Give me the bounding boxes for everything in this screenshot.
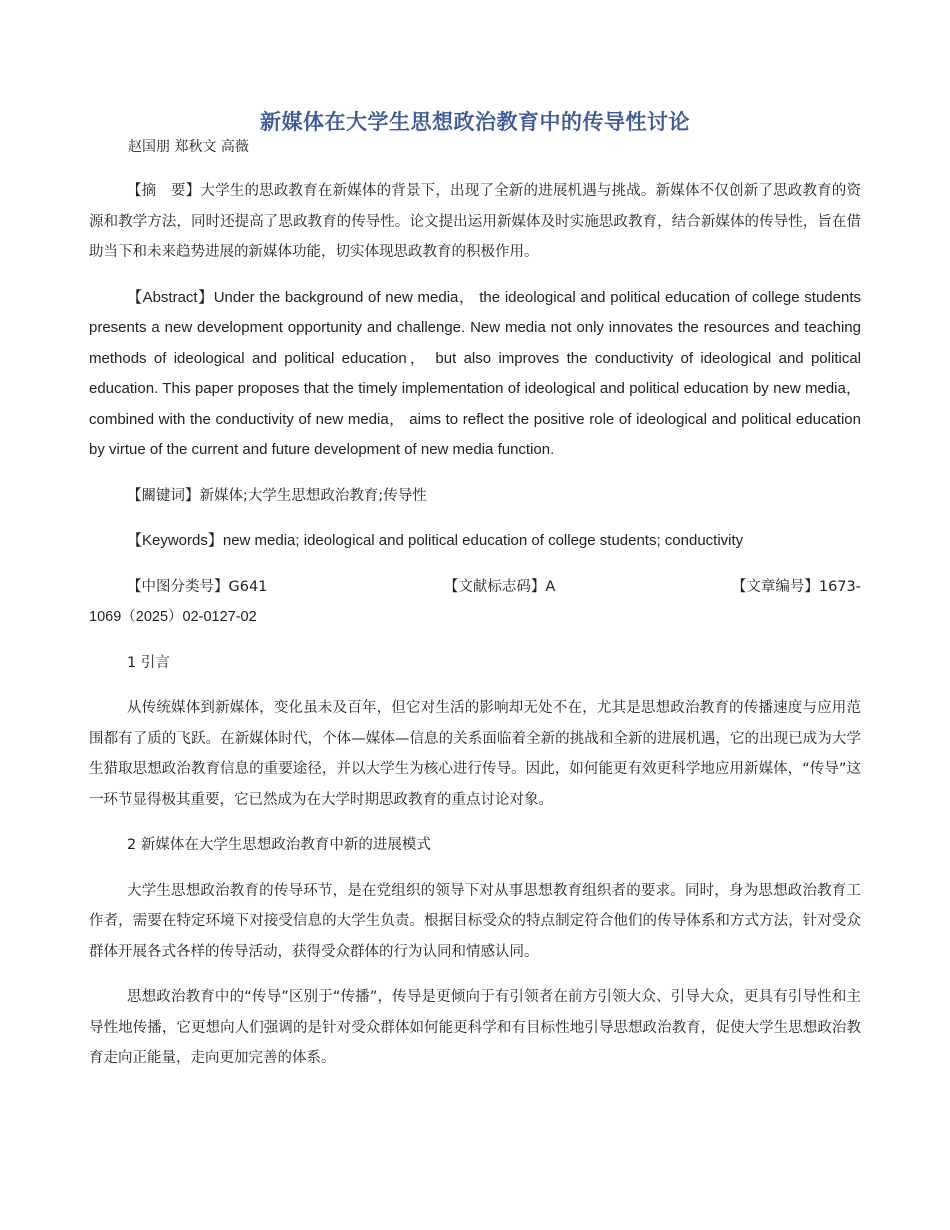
keywords-cn: 【關键词】新媒体;大学生思想政治教育;传导性 (127, 487, 427, 504)
paper-title: 新媒体在大学生思想政治教育中的传导性讨论 (260, 110, 690, 134)
abstract-en: 【Abstract】Under the background of new media， the ideological and political education of college students presents a new development opportunity and challenge. New media not only innovates the resources and teaching methods of ideological and political education， but also improves the conductivity of ideological and political education. This paper proposes that the timely implementation of ideological and political education by new media， combined with the conductivity of new media， aims to reflect the positive role of ideological and political education by virtue of the current and future development of new media function. (89, 288, 861, 458)
classification-row (89, 572, 861, 603)
keywords-en: 【Keywords】new media; ideological and political education of college students; conductivity (127, 532, 744, 549)
article-number: 【文章编号】1673- (731, 578, 861, 595)
clc-number: 【中图分类号】G641 (127, 578, 268, 595)
section-heading: 1 引言 (127, 654, 170, 671)
section-paragraph: 大学生思想政治教育的传导环节，是在党组织的领导下对从事思想教育组织者的要求。同时，身为思想政治教育工作者，需要在特定环境下对接受信息的大学生负责。根据目标受众的特点制定符合他们的传导体系和方式方法，针对受众群体开展各式各样的传导活动，获得受众群体的行为认同和情感认同。 (89, 882, 861, 960)
article-number-continued: 1069（2025）02-0127-02 (89, 609, 257, 625)
section-paragraph: 思想政治教育中的“传导”区别于“传播”，传导是更倾向于有引领者在前方引领大众、引导大众，更具有引导性和主导性地传播，它更想向人们强调的是针对受众群体如何能更科学和有目标性地引导思想政治教育，促使大学生思想政治教育走向正能量，走向更加完善的体系。 (89, 989, 861, 1066)
document-code: 【文献标志码】A (443, 578, 556, 595)
section-heading: 2 新媒体在大学生思想政治教育中新的进展模式 (127, 837, 431, 853)
section-paragraph: 从传统媒体到新媒体，变化虽未及百年，但它对生活的影响却无处不在，尤其是思想政治教育的传播速度与应用范围都有了质的飞跃。在新媒体时代，个体—媒体—信息的关系面临着全新的挑战和全新的进展机遇，它的出现已成为大学生猎取思想政治教育信息的重要途径，并以大学生为核心进行传导。因此，如何能更有效更科学地应用新媒体，“传导”这一环节显得极其重要，它已然成为在大学时期思政教育的重点讨论对象。 (89, 700, 861, 808)
author-list: 赵国朋 郑秋文 高薇 (128, 139, 249, 155)
abstract-cn: 【摘 要】大学生的思政教育在新媒体的背景下，出现了全新的进展机遇与挑战。新媒体不仅创新了思政教育的资源和教学方法，同时还提高了思政教育的传导性。论文提出运用新媒体及时实施思政教育，结合新媒体的传导性，旨在借助当下和未来趋势进展的新媒体功能，切实体现思政教育的积极作用。 (89, 183, 861, 260)
paper-body (89, 176, 861, 1089)
